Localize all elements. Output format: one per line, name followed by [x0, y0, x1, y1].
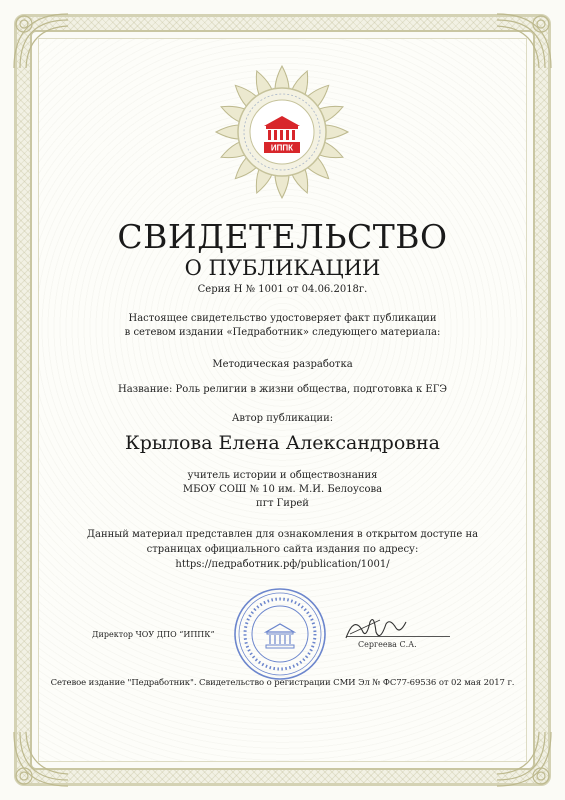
- author-position: учитель истории и обществознания: [187, 470, 378, 481]
- series-number: Серия Н № 1001 от 04.06.2018г.: [197, 284, 368, 295]
- publication-url: https://педработник.рф/publication/1001/: [175, 559, 390, 570]
- statement-line-2: в сетевом издании «Педработник» следующего материала:: [124, 327, 441, 338]
- official-stamp: [232, 586, 328, 682]
- logo-text: ИППК: [270, 143, 294, 153]
- footer-registration: Сетевое издание "Педработник". Свидетельство о регистрации СМИ Эл № ФС77-69536 от 02 мая 2017 г.: [50, 678, 515, 688]
- author-place: пгт Гирей: [256, 498, 309, 509]
- director-label: Директор ЧОУ ДПО “ИППК”: [92, 630, 215, 639]
- access-line-1: Данный материал представлен для ознакомления в открытом доступе на: [86, 529, 479, 540]
- material-type: Методическая разработка: [212, 359, 353, 370]
- certificate-title: СВИДЕТЕЛЬСТВО: [117, 217, 448, 256]
- material-name: Название: Роль религии в жизни общества, подготовка к ЕГЭ: [118, 384, 447, 395]
- author-label: Автор публикации:: [231, 413, 334, 424]
- statement-line-1: Настоящее свидетельство удостоверяет факт публикации: [128, 313, 437, 324]
- certificate-subtitle: О ПУБЛИКАЦИИ: [184, 256, 381, 280]
- author-name: Крылова Елена Александровна: [125, 432, 440, 454]
- author-school: МБОУ СОШ № 10 им. М.И. Белоусова: [182, 484, 383, 495]
- access-line-2: страницах официального сайта издания по адресу:: [146, 544, 419, 555]
- signer-name: Сергеева С.А.: [358, 640, 417, 649]
